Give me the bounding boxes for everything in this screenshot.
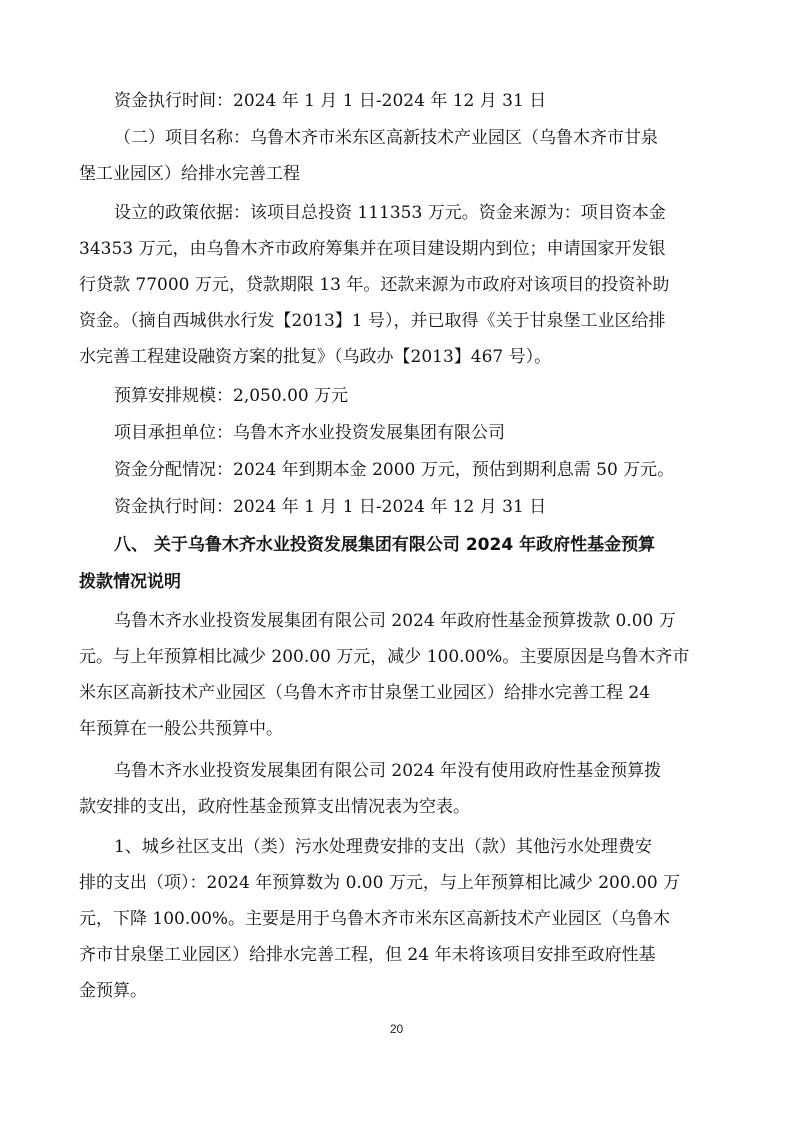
fund-allocation-line: 资金分配情况：2024 年到期本金 2000 万元，预估到期利息需 50 万元。	[114, 460, 675, 480]
paragraph-line: 乌鲁木齐水业投资发展集团有限公司 2024 年没有使用政府性基金预算拨	[114, 761, 662, 781]
paragraph-line: 款安排的支出，政府性基金预算支出情况表为空表。	[79, 797, 470, 817]
execution-time-line-1: 资金执行时间：2024 年 1 月 1 日-2024 年 12 月 31 日	[114, 91, 547, 111]
item-1-line: 齐市甘泉堡工业园区）给排水完善工程，但 24 年未将该项目安排至政府性基	[79, 945, 656, 965]
item-1-line: 元，下降 100.00%。主要是用于乌鲁木齐市米东区高新技术产业园区（乌鲁木	[79, 909, 671, 929]
project-name-continued: 堡工业园区）给排水完善工程	[79, 164, 300, 184]
responsible-unit-line: 项目承担单位：乌鲁木齐水业投资发展集团有限公司	[114, 423, 505, 443]
paragraph-line: 乌鲁木齐水业投资发展集团有限公司 2024 年政府性基金预算拨款 0.00 万	[114, 611, 676, 631]
section-8-heading: 八、 关于乌鲁木齐水业投资发展集团有限公司 2024 年政府性基金预算	[114, 535, 656, 555]
paragraph-line: 元。与上年预算相比减少 200.00 万元，减少 100.00%。主要原因是乌鲁木齐市	[79, 647, 690, 667]
policy-basis-line: 资金。（摘自西城供水行发【2013】1 号），并已取得《关于甘泉堡工业区给排	[79, 311, 666, 331]
policy-basis-line: 行贷款 77000 万元，贷款期限 13 年。还款来源为市政府对该项目的投资补助	[79, 275, 670, 295]
policy-basis-line: 水完善工程建设融资方案的批复》（乌政办【2013】467 号）。	[79, 347, 552, 367]
page-number: 20	[389, 1022, 404, 1036]
execution-time-line-2: 资金执行时间：2024 年 1 月 1 日-2024 年 12 月 31 日	[114, 497, 547, 517]
item-1-line: 金预算。	[79, 981, 147, 1001]
item-1-line: 1、城乡社区支出（类）污水处理费安排的支出（款）其他污水处理费安	[114, 837, 652, 857]
paragraph-line: 米东区高新技术产业园区（乌鲁木齐市甘泉堡工业园区）给排水完善工程 24	[79, 683, 651, 703]
project-name-line: （二）项目名称：乌鲁木齐市米东区高新技术产业园区（乌鲁木齐市甘泉	[114, 128, 658, 148]
policy-basis-line: 设立的政策依据：该项目总投资 111353 万元。资金来源为：项目资本金	[114, 203, 666, 223]
section-8-heading-continued: 拨款情况说明	[79, 572, 181, 592]
item-1-line: 排的支出（项）：2024 年预算数为 0.00 万元，与上年预算相比减少 200.00 万	[79, 873, 681, 893]
paragraph-line: 年预算在一般公共预算中。	[79, 719, 283, 739]
policy-basis-line: 34353 万元，由乌鲁木齐市政府筹集并在项目建设期内到位；申请国家开发银	[79, 239, 666, 259]
budget-scale-line: 预算安排规模：2,050.00 万元	[114, 386, 349, 406]
